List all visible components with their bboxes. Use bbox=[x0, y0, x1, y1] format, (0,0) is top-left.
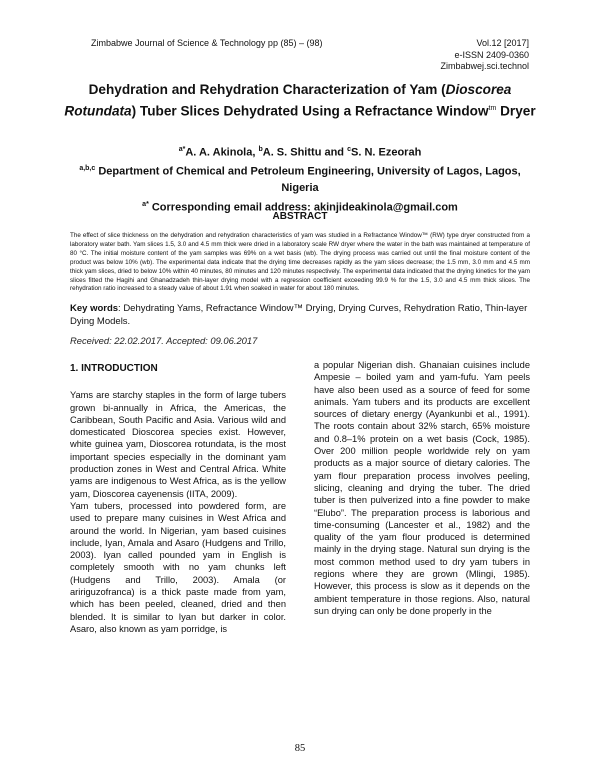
paragraph: Yams are starchy staples in the form of large tubers grown bi-annually in Africa, the Americas, the Caribbean, South Pacific and Asia. Various wild and domesticated Dioscorea species exist. However, white guinea yam, Dioscorea rotundata, is the most important species especially in the dominant yam production zones in West and Central Africa. White yams are indigenous to West Africa, as is the yellow yam, Dioscorea cayenensis (IITA, 2009). bbox=[70, 390, 286, 499]
left-column bbox=[70, 363, 286, 635]
author-names: $^{a*}$A. A. Akinola, $^b$A. S. Shittu and $^c$S. N. Ezeorah bbox=[178, 146, 422, 159]
paper-title: Dehydration and Rehydration Characterization of Yam (Dioscorea Rotundata) Tuber Slices Dehydrated Using a Refractance Window$^{tm}$ Dryer bbox=[64, 82, 536, 119]
journal-site: Zimbabwej.sci.technol bbox=[440, 61, 529, 71]
author-block bbox=[60, 142, 540, 216]
affiliation: $^{a,b,c}$ Department of Chemical and Petroleum Engineering, University of Lagos, Lagos, Nigeria bbox=[79, 165, 521, 195]
journal-header: Zimbabwe Journal of Science & Technology pp (85) – (98) bbox=[91, 38, 323, 48]
abstract-text: The effect of slice thickness on the dehydration and rehydration characteristics of yam was studied in a Refractance Window™ (RW) type dryer constructed from a laboratory water bath. Yam slices 1.5, 3.0 and 4.5 mm thick were dried in a laboratory scale RW dryer where the water in the bath was maintained at temperature of 80 °C. The initial moisture content of the yam samples was 69% on a wet basis (wb). The drying process was carried out until the final moisture content of the product was below 10% (wb). The experimental data indicate that the drying time decreases rapidly as the yam slices decrease; the 1.5 mm, 3.0 mm and 4.5 mm thick yam slices, dried to below 10% within 40 minutes, 80 minutes and 120 minutes respectively. The experimental data indicated that the drying kinetics for the yam slices fitted the Hagihi and Ghanadzadeh thin-layer drying model with a regression coefficient exceeding 99.9 % for the 1.5, 3.0 and 4.5 mm thick slices. The rehydration ratio increased to a steady value of about 1.91 when soaked in water for about 180 minutes. bbox=[70, 232, 530, 293]
received-dates: Received: 22.02.2017. Accepted: 09.06.2017 bbox=[70, 335, 258, 346]
right-column bbox=[314, 359, 530, 617]
corresponding-email: $^{a*}$ Corresponding email address: akinjideakinola@gmail.com bbox=[142, 200, 458, 214]
keywords: Key words: Dehydrating Yams, Refractance Window™ Drying, Drying Curves, Rehydration Ratio, Thin-layer Dying Models. bbox=[70, 303, 528, 327]
paragraph: Yam tubers, processed into powdered form, are used to prepare many cuisines in West Africa and around the world. In Nigerian, yam based cuisines include, Iyan, Amala and Asaro (Hudgens and Trillo, 2003). Iyan called pounded yam in English is completely smooth with no yam chunks left (Hudgens and Trillo, 2003). Amala (or aririguzofranca) is a thick paste made from yam, which has been peeled, cleaned, dried and then blended. It is similar to Iyan but darker in color. Asaro, also known as yam porridge, is bbox=[70, 500, 286, 634]
issn-info: e-ISSN 2409-0360 bbox=[454, 49, 529, 60]
volume-info: Vol.12 [2017] bbox=[476, 38, 529, 48]
journal-meta bbox=[440, 38, 529, 73]
page-number: 85 bbox=[294, 743, 306, 754]
paragraph: a popular Nigerian dish. Ghanaian cuisines include Ampesie – boiled yam and yam-fufu. Yam peels have also been used as a source of feed for some animals. Yam tubers and its products are excellent sources of dietary energy (Ayankunbi et al., 1991). The roots contain about 32% starch, 65% moisture and 0.8–1% protein on a wet basis (Cock, 1985). Over 200 million people worldwide rely on yam products as a major source of dietary calories. The yam flour preparation process involves peeling, slicing, cleaning and drying the tuber. The dried tuber is then pulverized into a fine powder to make “Elubo”. The preparation process is laborious and time-consuming (Lancester et al., 1982) and the quality of the yam flour produced is determined mainly in the drying stage. Natural sun drying is the most common method used to dry yam tubers in regions where they are grown (Mlingi, 1985). However, this process is slow as it depends on the ambient temperature in those regions. Also, natural sun drying can only be done properly in the bbox=[314, 360, 530, 616]
section-heading: 1. INTRODUCTION bbox=[70, 363, 158, 374]
abstract-heading: ABSTRACT bbox=[272, 211, 328, 222]
